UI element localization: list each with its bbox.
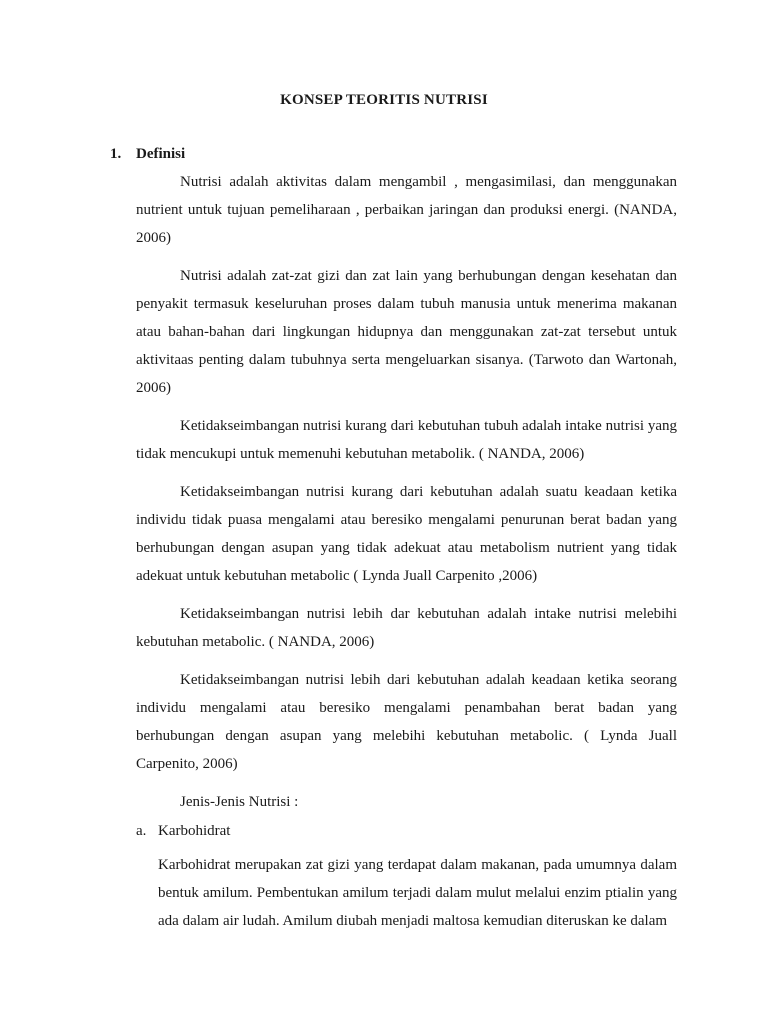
document-title: KONSEP TEORITIS NUTRISI <box>280 92 488 108</box>
paragraph-2: Nutrisi adalah zat-zat gizi dan zat lain yang berhubungan dengan kesehatan dan penyakit termasuk keseluruhan proses dalam tubuh manusia untuk menerima makanan atau bahan-bahan dari lingkungan hidupnya dan menggunakan zat-zat tersebut untuk aktivitaas penting dalam tubuhnya serta mengeluarkan sisanya. (Tarwoto dan Wartonah, 2006) <box>136 268 677 396</box>
paragraph-6: Ketidakseimbangan nutrisi lebih dari kebutuhan adalah keadaan ketika seorang individu mengalami atau beresiko mengalami penambahan berat badan yang berhubungan dengan asupan yang melebihi kebutuhan metabolic. ( Lynda Juall Carpenito, 2006) <box>136 672 677 772</box>
list-item-letter: a. <box>136 823 147 839</box>
paragraph-3: Ketidakseimbangan nutrisi kurang dari kebutuhan tubuh adalah intake nutrisi yang tidak mencukupi untuk memenuhi kebutuhan metabolik. ( NANDA, 2006) <box>136 418 677 462</box>
list-item-title: Karbohidrat <box>158 823 231 839</box>
jenis-heading: Jenis-Jenis Nutrisi : <box>180 794 299 810</box>
paragraph-4: Ketidakseimbangan nutrisi kurang dari kebutuhan adalah suatu keadaan ketika individu tidak puasa mengalami atau beresiko mengalami penurunan berat badan yang berhubungan dengan asupan yang tidak adekuat atau metabolism nutrient yang tidak adekuat untuk kebutuhan metabolic ( Lynda Juall Carpenito ,2006) <box>136 484 677 584</box>
paragraph-5: Ketidakseimbangan nutrisi lebih dar kebutuhan adalah intake nutrisi melebihi kebutuhan metabolic. ( NANDA, 2006) <box>136 606 677 650</box>
list-item-body: Karbohidrat merupakan zat gizi yang terdapat dalam makanan, pada umumnya dalam bentuk amilum. Pembentukan amilum terjadi dalam mulut melalui enzim ptialin yang ada dalam air ludah. Amilum diubah menjadi maltosa kemudian diteruskan ke dalam <box>158 857 677 929</box>
section-number: 1. <box>110 146 122 162</box>
definition-body <box>136 168 677 826</box>
paragraph-1: Nutrisi adalah aktivitas dalam mengambil , mengasimilasi, dan menggunakan nutrient untuk tujuan pemeliharaan , perbaikan jaringan dan produksi energi. (NANDA, 2006) <box>136 174 677 246</box>
section-heading-text: Definisi <box>136 146 186 162</box>
section-heading <box>110 146 185 163</box>
